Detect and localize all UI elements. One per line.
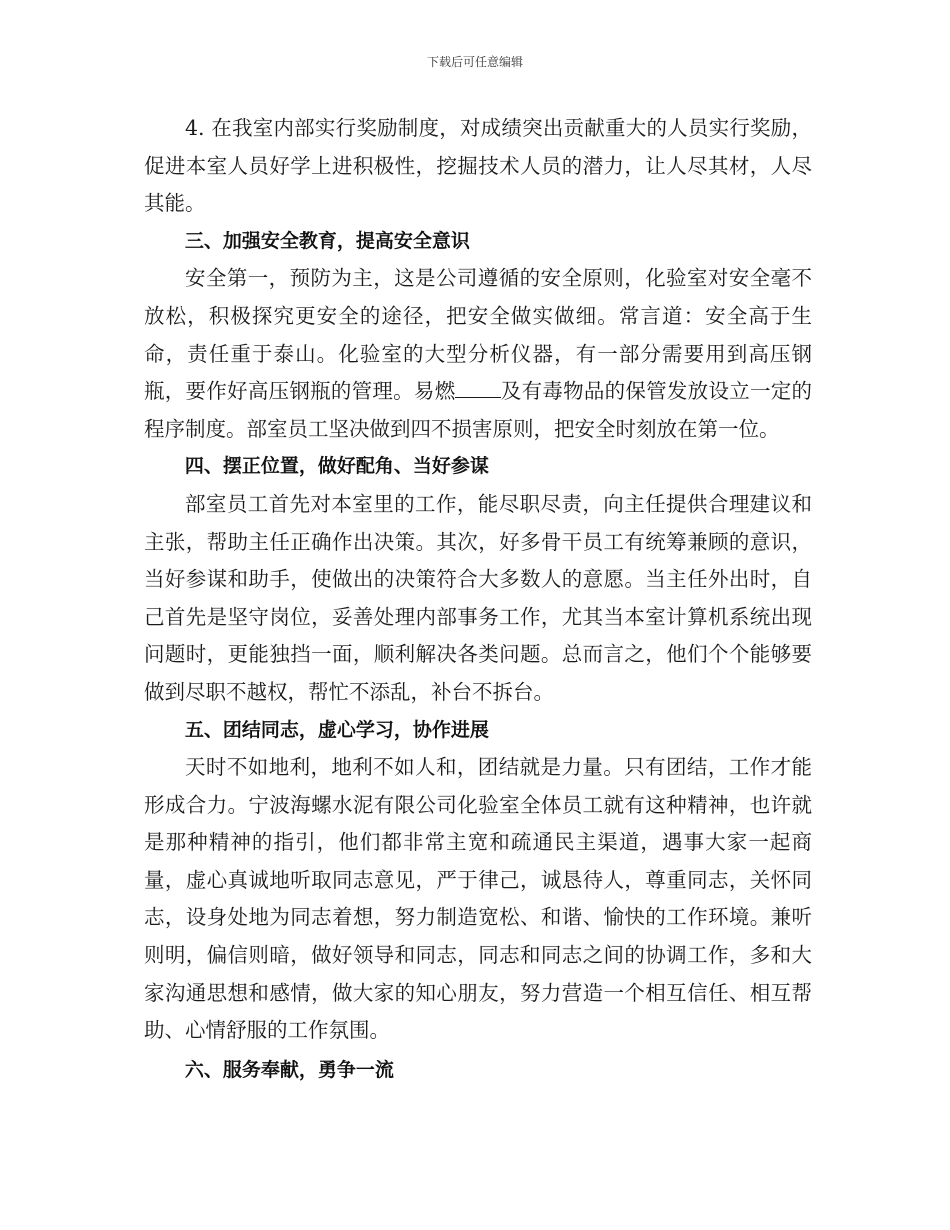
heading-section-6: 六、服务奉献，勇争一流: [184, 1058, 394, 1081]
page-header: 下载后可任意编辑: [426, 55, 523, 69]
paragraph-unity: 天时不如地利，地利不如人和，团结就是力量。只有团结，工作才能形成合力。宁波海螺水泥有限公司化验室全体员工就有这种精神，也许就是那种精神的指引，他们都非常主宽和疏通民主渠道，遇事大家一起商量，虚心真诚地听取同志意见，严于律己，诚恳待人，尊重同志，关怀同志，设身处地为同志着想，努力制造宽松、和谐、愉快的工作环境。兼听则明，偏信则暗，做好领导和同志，同志和同志之间的协调工作，多和大家沟通思想和感情，做大家的知心朋友，努力营造一个相互信任、相互帮助、心情舒服的工作氛围。: [144, 755, 812, 1043]
paragraph-safety-part-1: 安全第一，预防为主，这是公司遵循的安全原则，化验室对安全毫不放松，积极探究更安全的途径，把安全做实做细。常言道：安全高于生命，责任重于泰山。化验室的大型分析仪器，有一部分需要用到高压钢瓶，要作好高压钢瓶的管理。易燃: [144, 266, 812, 404]
paragraph-safety-part-2: 及有毒物品的保管发放设立一定的程序制度。部室员工坚决做到四不损害原则，把安全时刻放在第一位。: [144, 379, 812, 441]
paragraph-safety: [144, 260, 812, 448]
blank-underline: [455, 378, 500, 398]
heading-section-5: 五、团结同志，虚心学习，协作进展: [184, 718, 489, 741]
paragraph-position: 部室员工首先对本室里的工作，能尽职尽责，向主任提供合理建议和主张，帮助主任正确作出决策。其次，好多骨干员工有统筹兼顾的意识，当好参谋和助手，使做出的决策符合大多数人的意愿。当主任外出时，自己首先是坚守岗位，妥善处理内部事务工作，尤其当本室计算机系统出现问题时，更能独挡一面，顺利解决各类问题。总而言之，他们个个能够要做到尽职不越权，帮忙不添乱，补台不拆台。: [144, 491, 812, 704]
paragraph-incentive: 4. 在我室内部实行奖励制度，对成绩突出贡献重大的人员实行奖励，促进本室人员好学上进积极性，挖掘技术人员的潜力，让人尽其材，人尽其能。: [144, 116, 812, 216]
heading-section-3: 三、加强安全教育，提高安全意识: [184, 229, 470, 252]
document-body: [144, 110, 812, 1089]
heading-section-4: 四、摆正位置，做好配角、当好参谋: [184, 455, 489, 478]
